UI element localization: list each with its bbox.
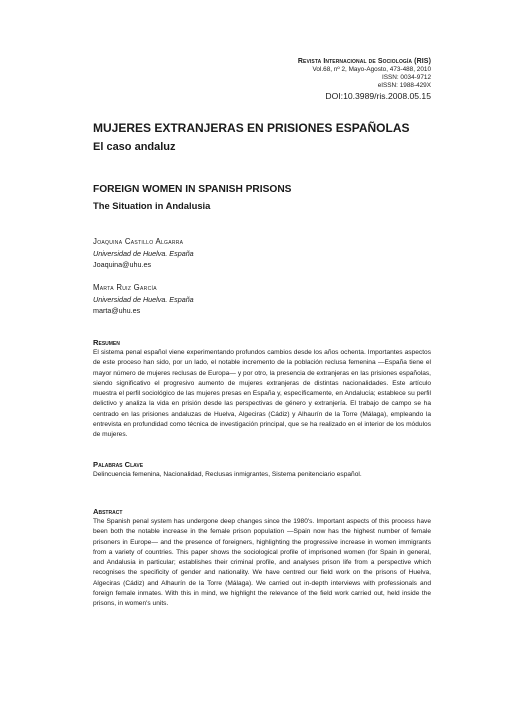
author-affiliation: Universidad de Huelva. España bbox=[93, 294, 194, 304]
issn: ISSN: 0034-9712 bbox=[381, 74, 431, 81]
resumen-section bbox=[93, 338, 431, 441]
author-block bbox=[93, 236, 393, 271]
resumen-heading: Resumen bbox=[93, 338, 120, 347]
author-email: marta@uhu.es bbox=[93, 306, 141, 316]
title-spanish: MUJERES EXTRANJERAS EN PRISIONES ESPAÑOLAS bbox=[93, 121, 410, 135]
author-name: Joaquina Castillo Algarra bbox=[93, 237, 184, 246]
article-titles bbox=[93, 121, 433, 212]
subtitle-english: The Situation in Andalusia bbox=[93, 200, 211, 211]
abstract-text: The Spanish penal system has undergone deep changes since the 1980's. Important aspects of this process have been both the notable increase in the female prison population —Spain now has the highest number of female prisoners in Europe— and the presence of foreigners, highlighting the progressive increase in women immigrants from a variety of countries. This paper shows the sociological profile of imprisoned women (for Spain in general, and Andalusia in particular; establishes their criminal profile, and analyses prison life from a perspective which recognises the specificity of gender and nationality. We have centred our field work on the prisons of Huelva, Algeciras (Cádiz) and Alhaurín de la Torre (Málaga). We carried out in-depth interviews with professionals and foreign female inmates. With this in mind, we highlight the relevance of the field work carried out, held inside the prisons, in women's units. bbox=[93, 518, 431, 608]
keywords-text: Delincuencia femenina, Nacionalidad, Reclusas inmigrantes, Sistema penitenciario español. bbox=[93, 471, 362, 478]
doi: DOI:10.3989/ris.2008.05.15 bbox=[325, 91, 431, 101]
keywords-section bbox=[93, 460, 431, 480]
abstract-heading: Abstract bbox=[93, 507, 123, 516]
journal-name: Revista Internacional de Sociología (RIS) bbox=[297, 58, 431, 65]
author-block bbox=[93, 282, 393, 317]
author-name: Marta Ruiz García bbox=[93, 283, 157, 292]
volume-line: Vol.68, nº 2, Mayo-Agosto, 473-488, 2010 bbox=[312, 66, 431, 73]
eissn: eISSN: 1988-429X bbox=[377, 82, 431, 89]
subtitle-spanish: El caso andaluz bbox=[93, 141, 176, 153]
abstract-section bbox=[93, 507, 431, 610]
resumen-text: El sistema penal español viene experimentando profundos cambios desde los años ochenta. Importantes aspectos de este proceso han sido, por un lado, el notable incremento de la población reclusa femenina —España tiene el mayor número de mujeres reclusas de Europa— y por otro, la presencia de extranjeras en las prisiones españolas, siendo significativo el progresivo aumento de mujeres extranjeras de distintas nacionalidades. Este artículo muestra el perfil sociológico de las mujeres presas en España y, específicamente, en Andalucía; establece su perfil delictivo y analiza la vida en prisión desde las perspectivas de género y extranjería. El trabajo de campo se ha centrado en las prisiones andaluzas de Huelva, Algeciras (Cádiz) y Alhaurín de la Torre (Málaga), empleando la entrevista en profundidad como técnica de investigación principal, que se ha realizado en el interior de los módulos de mujeres. bbox=[93, 349, 431, 439]
journal-header bbox=[298, 58, 431, 101]
keywords-heading: Palabras Clave bbox=[93, 460, 144, 469]
author-affiliation: Universidad de Huelva. España bbox=[93, 248, 194, 258]
author-email: Joaquina@uhu.es bbox=[93, 260, 152, 270]
title-english: FOREIGN WOMEN IN SPANISH PRISONS bbox=[93, 184, 292, 195]
